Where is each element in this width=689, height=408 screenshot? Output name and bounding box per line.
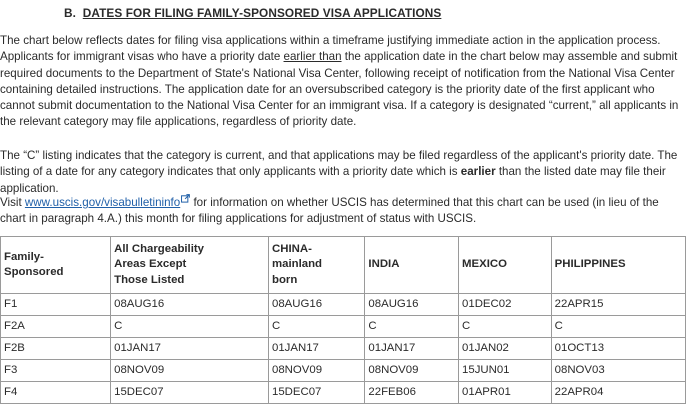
table-cell: 01JAN17 (269, 338, 365, 360)
table-cell: 15DEC07 (269, 382, 365, 404)
uscis-text-1: Visit (0, 196, 25, 209)
section-title: DATES FOR FILING FAMILY-SPONSORED VISA APPLICATIONS (82, 6, 442, 20)
header-cell-philippines: PHILIPPINES (551, 237, 685, 294)
header-line: Sponsored (4, 266, 64, 278)
header-line: CHINA- (272, 242, 312, 255)
table-cell: C (365, 316, 459, 338)
table-cell: 08NOV09 (111, 360, 269, 382)
current-bold-text: earlier (460, 165, 496, 179)
table-row (1, 294, 686, 316)
header-cell-mexico: MEXICO (459, 237, 552, 294)
table-cell: 15JUN01 (459, 360, 552, 382)
table-cell: C (111, 316, 269, 338)
header-line: All Chargeability (114, 242, 205, 255)
section-letter: B. (64, 6, 76, 20)
header-cell-all-chargeability (111, 237, 269, 294)
table-cell: 01JAN17 (365, 338, 459, 360)
current-text-1: The “C” listing indicates that the category is current, and that applications may be filed regardless of the applicant's priority date. The listing of a date for any category indicates that only applicants with a priority date which is (0, 149, 678, 179)
header-cell-china (269, 237, 365, 294)
current-text-2: than the listed date may file their application. (0, 165, 666, 195)
table-row (1, 382, 686, 404)
table-row (1, 360, 686, 382)
table-cell: C (269, 316, 365, 338)
category-cell: F1 (1, 294, 111, 316)
section-heading (64, 5, 441, 21)
header-line: born (272, 273, 298, 286)
table-row (1, 316, 686, 338)
category-cell: F2B (1, 338, 111, 360)
table-cell: 08AUG16 (365, 294, 459, 316)
header-line: Those Listed (114, 273, 185, 286)
table-cell: 15DEC07 (111, 382, 269, 404)
table-header-row (1, 237, 686, 294)
table-cell: 22APR15 (551, 294, 685, 316)
category-cell: F3 (1, 360, 111, 382)
category-cell: F2A (1, 316, 111, 338)
table-cell: 22APR04 (551, 382, 685, 404)
table-cell: 22FEB06 (365, 382, 459, 404)
header-line: Areas Except (114, 258, 187, 271)
category-cell: F4 (1, 382, 111, 404)
uscis-link[interactable]: www.uscis.gov/visabulletininfo (24, 196, 181, 209)
table-cell: 01JAN17 (111, 338, 269, 360)
uscis-text-2: for information on whether USCIS has determined that this chart can be used (in lieu of the chart in paragraph 4.A.) this month for filing applications for adjustment of status with USCIS. (0, 196, 659, 226)
uscis-paragraph (0, 194, 686, 228)
table-cell: 01JAN02 (459, 338, 552, 360)
table-cell: 08NOV09 (365, 360, 459, 382)
filing-dates-table (0, 236, 686, 404)
table-cell: C (551, 316, 685, 338)
intro-underlined-text: earlier than (283, 50, 342, 64)
table-row (1, 338, 686, 360)
table-cell: 01APR01 (459, 382, 552, 404)
table-cell: 08AUG16 (269, 294, 365, 316)
table-cell: 08AUG16 (111, 294, 269, 316)
intro-text-1: The chart below reflects dates for filing visa applications within a timeframe justifying immediate action in the application process. Applicants for immigrant visas who have a priority date (0, 34, 661, 64)
current-listing-paragraph (0, 148, 686, 197)
intro-text-2: the application date in the chart below may assemble and submit required documents to the Department of State's National Visa Center, following receipt of notification from the National Visa Center containing detailed instructions. The application date for an oversubscribed category is the priority date of the first applicant who cannot submit documentation to the National Visa Center for an immigrant visa. If a category is designated “current,” all applicants in the relevant category may file applications, regardless of priority date. (0, 50, 679, 129)
table-cell: 08NOV03 (551, 360, 685, 382)
header-cell-india: INDIA (365, 237, 459, 294)
table-cell: 01DEC02 (459, 294, 552, 316)
header-cell-family-sponsored (1, 237, 111, 294)
table-cell: 08NOV09 (269, 360, 365, 382)
table-cell: 01OCT13 (551, 338, 685, 360)
intro-paragraph (0, 33, 686, 131)
external-link-icon[interactable] (181, 194, 190, 203)
table-cell: C (459, 316, 552, 338)
header-line: Family- (4, 250, 44, 263)
header-line: mainland (272, 258, 323, 271)
